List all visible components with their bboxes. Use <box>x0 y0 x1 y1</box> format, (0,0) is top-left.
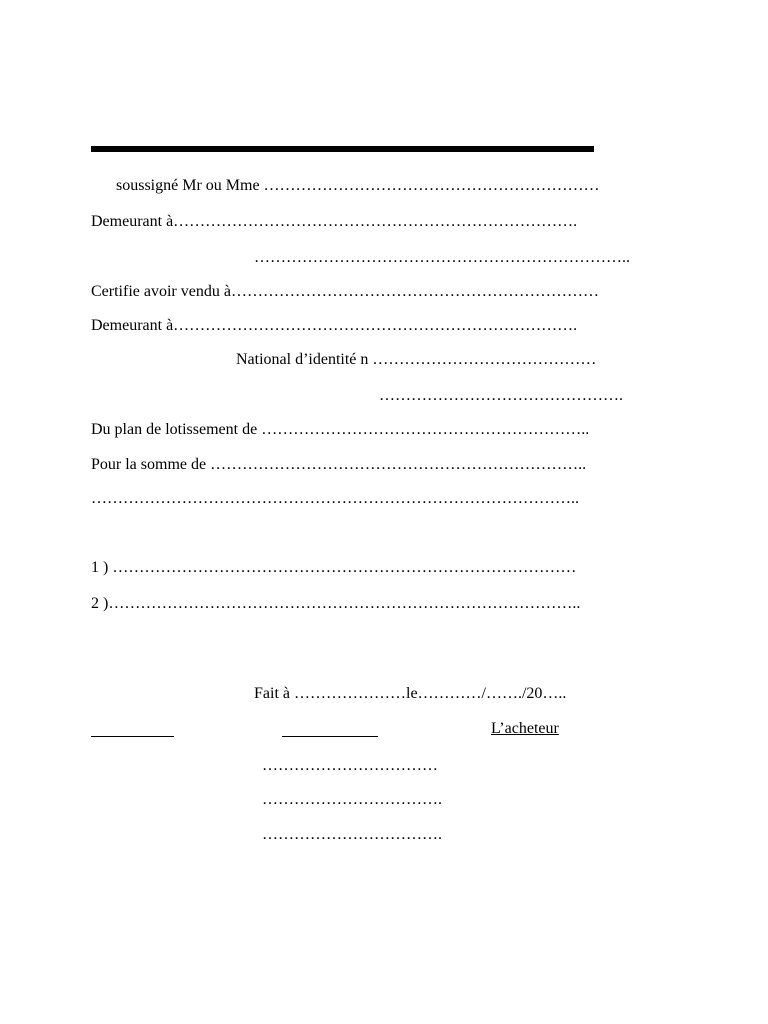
plan-lotissement-line: Du plan de lotissement de …………………………………………………….. <box>91 421 590 438</box>
fait-a-line: Fait à …………………le…………/……./20….. <box>254 685 567 702</box>
dots-line-3: ……………………………. <box>262 826 442 843</box>
demeurant-line-1: Demeurant à…………………………………………………………………. <box>91 213 578 230</box>
somme-continuation: ……………………………………………………………………………….. <box>91 490 579 507</box>
certifie-line: Certifie avoir vendu à…………………………………………………………… <box>91 283 599 300</box>
signature-blank-2 <box>282 736 378 737</box>
soussigne-line: soussigné Mr ou Mme ……………………………………………………… <box>116 177 600 194</box>
demeurant-line-2: Demeurant à…………………………………………………………………. <box>91 317 578 334</box>
dots-line-1: …………………………… <box>262 757 438 774</box>
demeurant-line-1-continuation: …………………………………………………………….. <box>254 249 630 266</box>
national-id-continuation: ………………………………………. <box>379 387 623 404</box>
header-rule <box>91 146 594 152</box>
somme-line: Pour la somme de …………………………………………………………….. <box>91 456 587 473</box>
acheteur-label: L’acheteur <box>491 720 559 737</box>
national-id-line: National d’identité n …………………………………… <box>236 351 597 368</box>
signature-blank-1 <box>91 736 174 737</box>
list-item-2: 2 )…………………………………………………………………………….. <box>91 595 581 612</box>
list-item-1: 1 ) …………………………………………………………………………… <box>91 559 577 576</box>
dots-line-2: ……………………………. <box>262 791 442 808</box>
